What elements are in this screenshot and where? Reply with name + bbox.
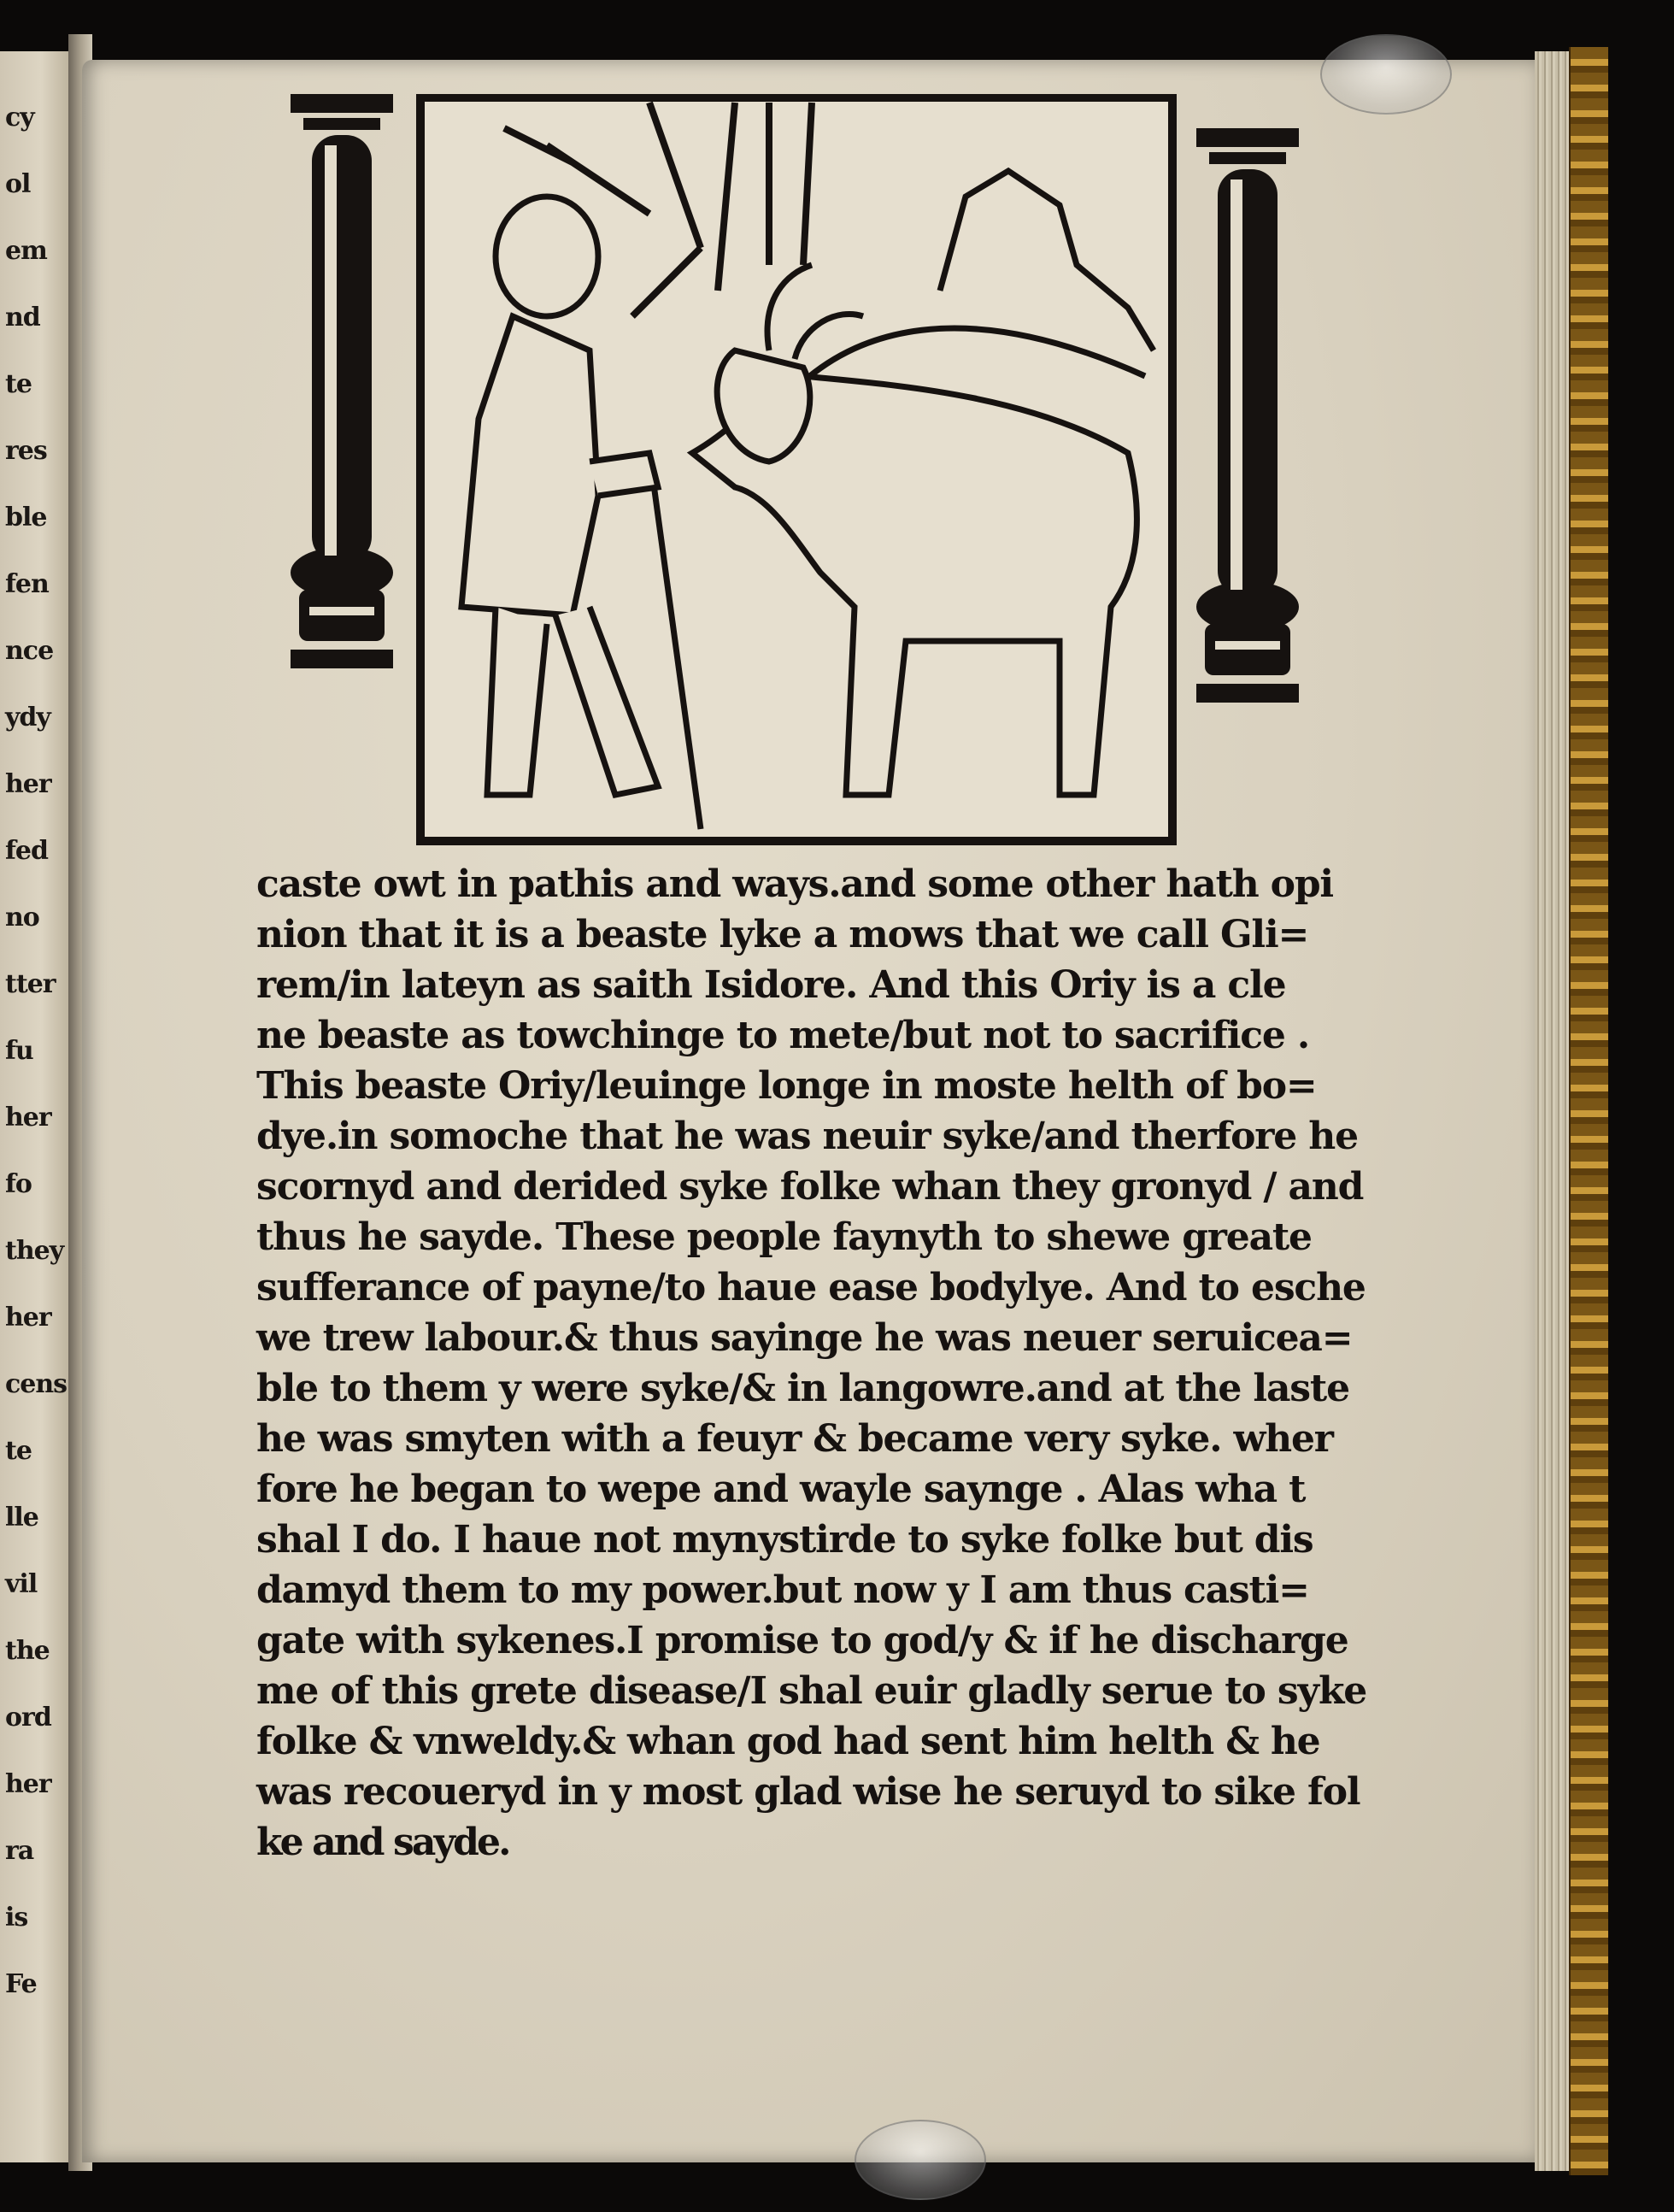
facing-page-fragment: ord xyxy=(5,1703,51,1733)
facing-page-fragment: fen xyxy=(5,569,49,599)
facing-page-fragment: tter xyxy=(5,969,56,999)
facing-page-fragment: nd xyxy=(5,303,40,332)
facing-page-fragment: her xyxy=(5,1769,51,1799)
facing-page-fragment: em xyxy=(5,236,47,266)
facing-page-fragment: ble xyxy=(5,503,47,532)
facing-page-fragment: ydy xyxy=(5,703,50,732)
facing-page-fragment: cens xyxy=(5,1369,68,1399)
text-line: dye.in somoche that he was neuir syke/and therfore he xyxy=(256,1115,1358,1158)
facing-page-fragment: her xyxy=(5,1303,51,1332)
facing-page-fragment: cy xyxy=(5,103,34,132)
facing-page-fragment: nce xyxy=(5,636,54,666)
facing-page-fragment: te xyxy=(5,369,32,399)
woodcut-illustration xyxy=(291,94,1307,846)
text-line: damyd them to my power.but now y I am thus casti= xyxy=(256,1568,1309,1612)
facing-page-fragment: lle xyxy=(5,1503,38,1533)
text-line: he was smyten with a feuyr & became very syke. wher xyxy=(256,1417,1333,1461)
facing-page-fragment: fed xyxy=(5,836,48,866)
facing-page-fragment: te xyxy=(5,1436,32,1466)
facing-page-edge xyxy=(0,51,68,2162)
text-line: nion that it is a beaste lyke a mows that we call Gli= xyxy=(256,913,1309,956)
text-line: ble to them y were syke/& in langowre.and at the laste xyxy=(256,1367,1349,1410)
text-line: sufferance of payne/to haue ease bodylye. And to esche xyxy=(256,1266,1366,1309)
text-line: me of this grete disease/I shal euir gladly serue to syke xyxy=(256,1669,1367,1713)
text-line: This beaste Oriy/leuinge longe in moste helth of bo= xyxy=(256,1064,1317,1108)
facing-page-fragment: her xyxy=(5,1103,51,1132)
facing-page-fragment: no xyxy=(5,903,39,932)
facing-page-fragment: vil xyxy=(5,1569,38,1599)
text-line: fore he began to wepe and wayle saynge . Alas wha t xyxy=(256,1468,1306,1511)
facing-page-fragment: Fe xyxy=(5,1969,37,1999)
text-line: gate with sykenes.I promise to god/y & if he discharge xyxy=(256,1619,1348,1662)
text-line: scornyd and derided syke folke whan they gronyd / and xyxy=(256,1165,1364,1209)
facing-page-fragment: they xyxy=(5,1236,64,1266)
text-line: caste owt in pathis and ways.and some other hath opi xyxy=(256,862,1333,906)
left-column-icon xyxy=(291,94,393,668)
text-line: thus he sayde. These people faynyth to shewe greate xyxy=(256,1215,1312,1259)
facing-page-fragment: ra xyxy=(5,1836,34,1866)
text-line: ke and sayde. xyxy=(256,1821,509,1864)
facing-page-fragment: ol xyxy=(5,169,31,199)
right-column-icon xyxy=(1196,128,1299,703)
text-line: rem/in lateyn as saith Isidore. And this Oriy is a cle xyxy=(256,963,1286,1007)
facing-page-fragment: res xyxy=(5,436,47,466)
text-line: shal I do. I haue not mynystirde to syke folke but dis xyxy=(256,1518,1313,1562)
text-line: was recoueryd in y most glad wise he seruyd to sike fol xyxy=(256,1770,1360,1814)
page-weight-clip-top xyxy=(1320,34,1452,115)
text-line: ne beaste as towchinge to mete/but not to sacrifice . xyxy=(256,1014,1310,1057)
text-line: we trew labour.& thus sayinge he was neuer seruicea= xyxy=(256,1316,1353,1360)
facing-page-fragment: is xyxy=(5,1903,28,1933)
facing-page-fragment: fu xyxy=(5,1036,33,1066)
facing-page-fragment: fo xyxy=(5,1169,32,1199)
facing-page-fragment: her xyxy=(5,769,51,799)
facing-page-fragment: the xyxy=(5,1636,50,1666)
body-text xyxy=(256,859,1401,1868)
text-line: folke & vnweldy.& whan god had sent him helth & he xyxy=(256,1720,1320,1763)
page-weight-clip-bottom xyxy=(855,2120,986,2200)
gilt-binding-edge xyxy=(1569,47,1608,2175)
